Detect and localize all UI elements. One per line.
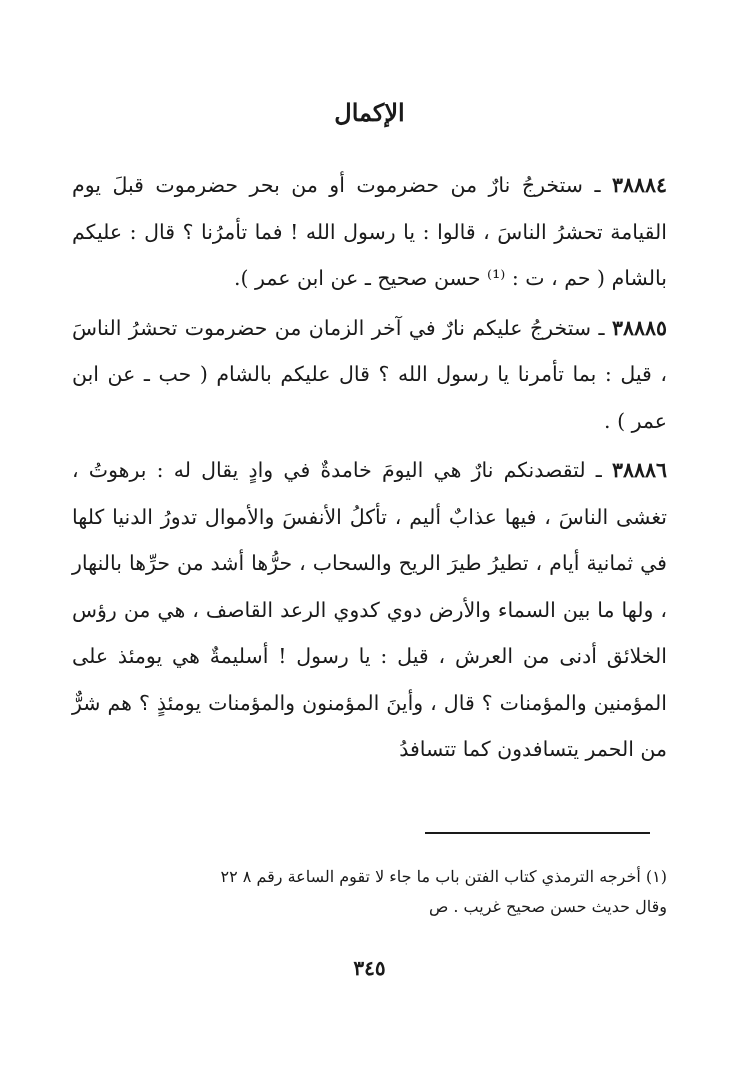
hadith-text: ـ ستخرجُ عليكم نارٌ في آخر الزمان من حضرموت تحشرُ الناسَ ، قيل : بما تأمرنا يا رسول الله ؟ قال عليكم بالشام ( حب ـ عن ابن عمر ) . — [72, 315, 667, 433]
hadith-text: ـ لتقصدنكم نارٌ هي اليومَ خامدةٌ في وادٍ يقال له : برهوتُ ، تغشى الناسَ ، فيها عذابٌ أليم ، تأكلُ الأنفسَ والأموال تدورُ الدنيا كلها في ثمانية أيام ، تطيرُ طيرَ الريح والسحاب ، حرُّها أشد من حرِّها بالنهار ، ولها ما بين السماء والأرض دوي كدوي الرعد القاصف ، هي من رؤس الخلائق أدنى من العرش ، قيل : يا رسول ! أسليمةٌ هي يومئذ على المؤمنين والمؤمنات ؟ قال ، وأينَ المؤمنون والمؤمنات يومئذٍ ؟ هم شرٌّ من الحمر يتسافدون كما تتسافدُ — [72, 458, 667, 761]
hadith-entry — [72, 305, 667, 445]
hadith-number: ٣٨٨٨٥ — [611, 315, 667, 340]
footnote-line-2: وقال حديث حسن صحيح غريب . ص — [428, 897, 667, 916]
hadith-entry — [72, 162, 667, 302]
hadith-number: ٣٨٨٨٤ — [611, 173, 667, 197]
footnote-line-1: (١) أخرجه الترمذي كتاب الفتن باب ما جاء لا تقوم الساعة رقم ٨ ٢٢ — [220, 867, 667, 886]
hadith-entry — [72, 447, 667, 773]
page-header-title: الإكمال — [334, 98, 405, 127]
footnote-divider — [425, 832, 650, 834]
hadith-text: ـ ستخرجُ نارٌ من حضرموت أو من بحر حضرموت قبلَ يوم القيامة تحشرُ الناسَ ، قالوا : يا رسول الله ! فما تأمرُنا ؟ قال : عليكم بالشام ( حم ، ت : ⁽¹⁾ حسن صحيح ـ عن ابن عمر ). — [72, 173, 667, 290]
hadith-body — [72, 162, 667, 776]
footnote — [72, 862, 667, 922]
page-number: ٣٤٥ — [353, 956, 386, 980]
hadith-number: ٣٨٨٨٦ — [611, 458, 667, 482]
